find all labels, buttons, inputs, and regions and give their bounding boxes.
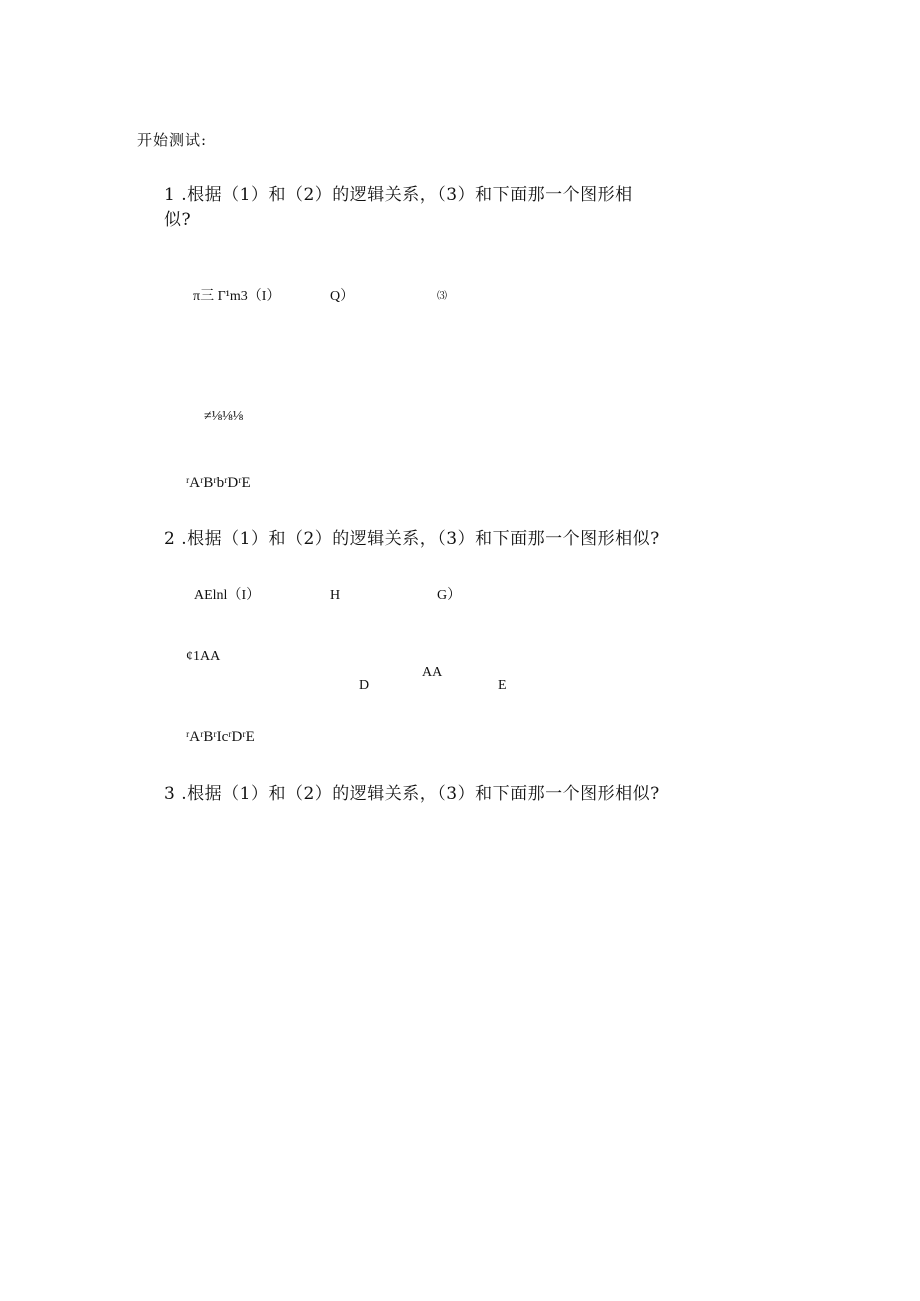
question-1-candidate-figures: ≠⅛⅛⅛ (204, 409, 244, 424)
question-1-options: ʳAʳBʳbʳDʳE (186, 475, 251, 491)
question-2-options: ʳAʳBʳIcʳDʳE (186, 729, 255, 745)
question-1-figure-1-label: π三 Γ¹m3（I） (193, 289, 281, 304)
question-2-candidate-a: ¢1AA (186, 649, 221, 664)
question-2-candidate-aa: AA (422, 665, 443, 680)
question-2-figure-2-label: H (330, 588, 341, 603)
question-2-figure-3-label: G） (437, 588, 462, 603)
question-1-text-line2: 似? (164, 210, 192, 230)
question-1-figure-2-label: Q） (330, 289, 355, 304)
question-1-figure-3-label: ⑶ (437, 291, 447, 302)
question-1-text-line1: 1 .根据（1）和（2）的逻辑关系，（3）和下面那一个图形相 (164, 185, 633, 205)
page-heading: 开始测试: (137, 131, 208, 149)
question-3-text: 3 .根据（1）和（2）的逻辑关系，（3）和下面那一个图形相似? (164, 784, 660, 804)
question-2-text: 2 .根据（1）和（2）的逻辑关系，（3）和下面那一个图形相似? (164, 529, 660, 549)
question-2-candidate-d: D (359, 678, 370, 693)
question-2-figure-1-label: AElnl（I） (194, 588, 261, 603)
question-2-candidate-e: E (498, 678, 507, 693)
